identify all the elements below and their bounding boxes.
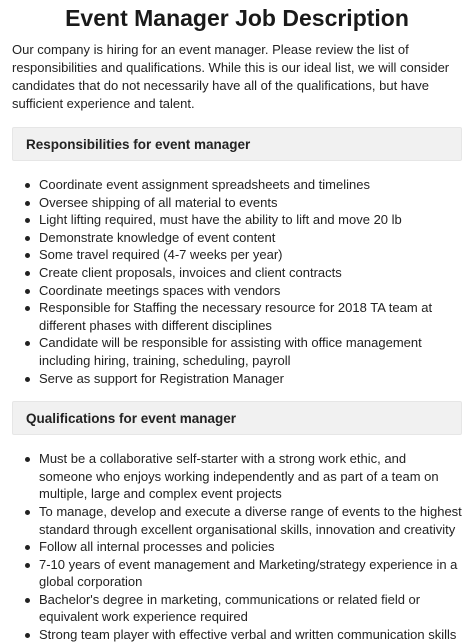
- list-item: To manage, develop and execute a diverse range of events to the highest standard through excellent organisational skills, innovation and creativity: [24, 503, 462, 538]
- qualifications-list: [12, 450, 462, 644]
- list-item: Follow all internal processes and policies: [24, 538, 462, 556]
- list-item: Serve as support for Registration Manager: [24, 370, 462, 388]
- qualifications-header: [12, 401, 462, 435]
- list-item: Some travel required (4-7 weeks per year): [24, 246, 462, 264]
- responsibilities-header: [12, 127, 462, 161]
- page-title: Event Manager Job Description: [65, 5, 409, 31]
- list-item: Create client proposals, invoices and client contracts: [24, 264, 462, 282]
- responsibilities-heading: Responsibilities for event manager: [26, 136, 251, 152]
- list-item: 7-10 years of event management and Marketing/strategy experience in a global corporation: [24, 556, 462, 591]
- list-item: Demonstrate knowledge of event content: [24, 229, 462, 247]
- list-item: Coordinate meetings spaces with vendors: [24, 282, 462, 300]
- list-item: Responsible for Staffing the necessary resource for 2018 TA team at different phases with different disciplines: [24, 299, 462, 334]
- list-item: Must be a collaborative self-starter with a strong work ethic, and someone who enjoys working independently and as part of a team on multiple, large and complex event projects: [24, 450, 462, 503]
- list-item: Strong team player with effective verbal and written communication skills: [24, 626, 462, 644]
- list-item: Candidate will be responsible for assisting with office management including hiring, training, scheduling, payroll: [24, 334, 462, 369]
- intro-paragraph: Our company is hiring for an event manager. Please review the list of responsibilities and qualifications. While this is our ideal list, we will consider candidates that do not necessarily have all of the qualifications, but have sufficient experience and talent.: [12, 42, 450, 111]
- responsibilities-list: [12, 176, 462, 387]
- list-item: Coordinate event assignment spreadsheets and timelines: [24, 176, 462, 194]
- qualifications-heading: Qualifications for event manager: [26, 410, 237, 426]
- list-item: Oversee shipping of all material to events: [24, 194, 462, 212]
- list-item: Light lifting required, must have the ability to lift and move 20 lb: [24, 211, 462, 229]
- list-item: Bachelor's degree in marketing, communications or related field or equivalent work experience required: [24, 591, 462, 626]
